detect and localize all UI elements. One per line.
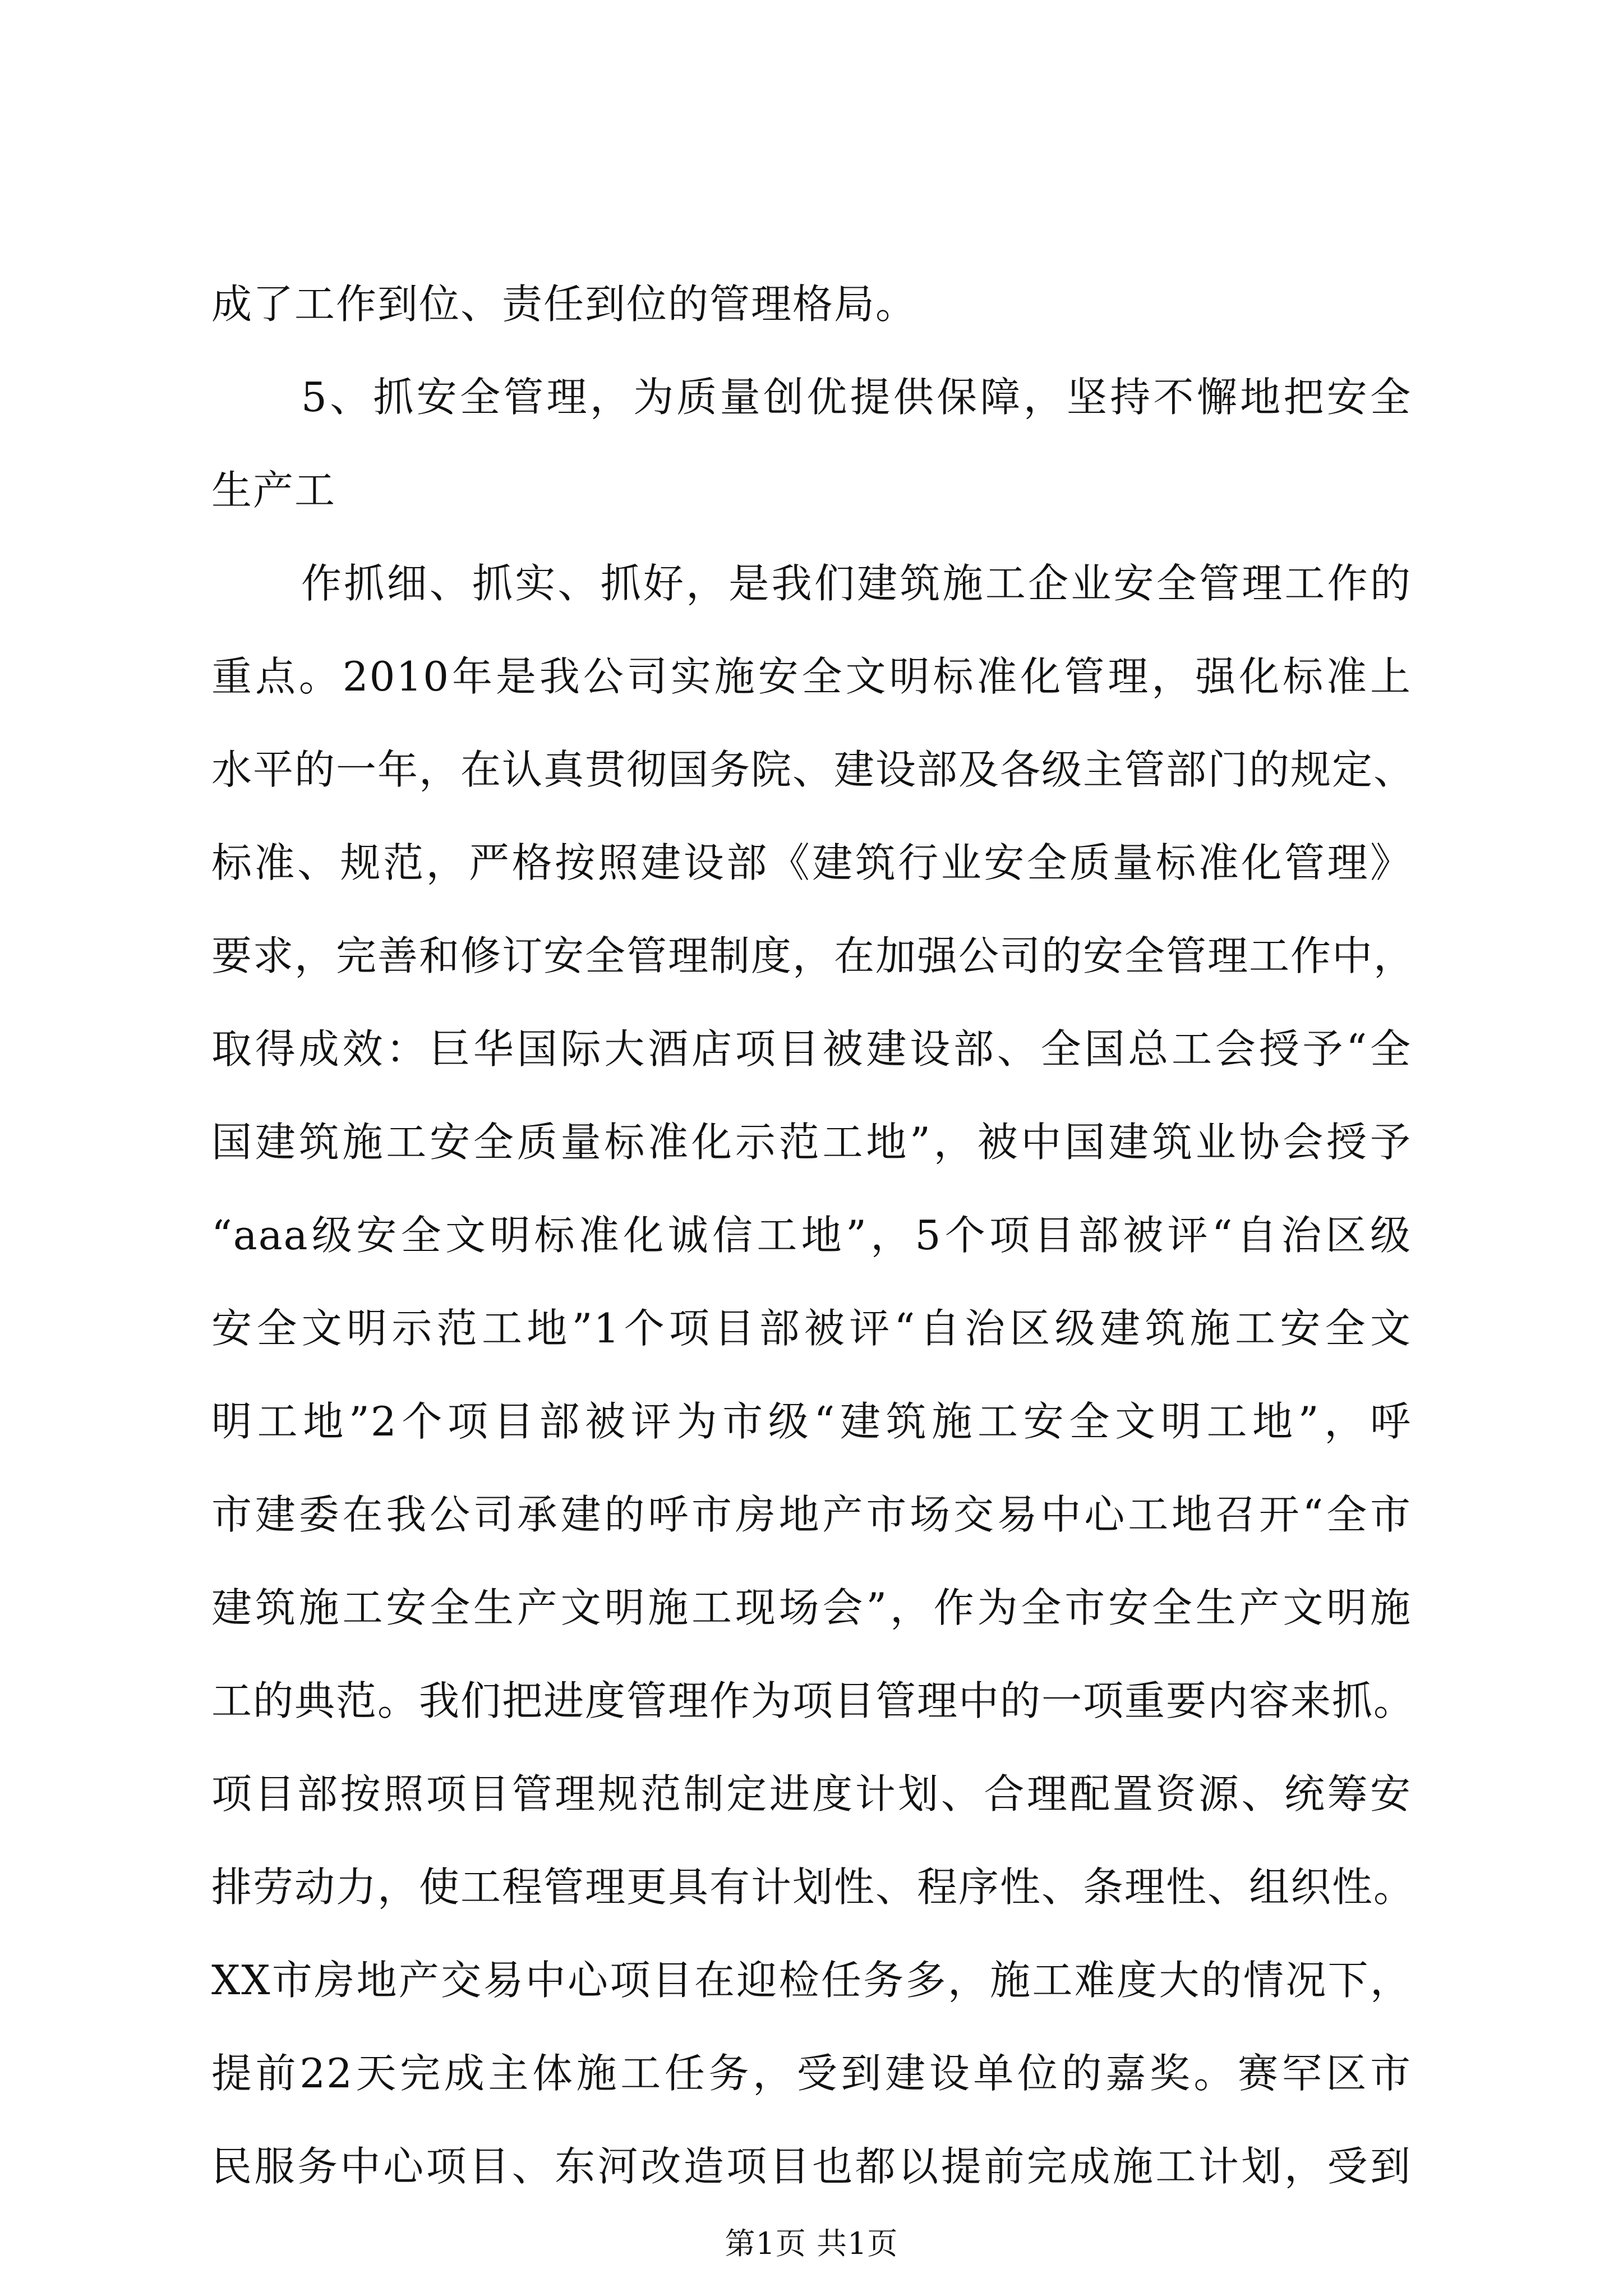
- paragraph-line: 安全文明示范工地”1个项目部被评“自治区级建筑施工安全文: [211, 1305, 1412, 1352]
- paragraph-line: 重点。2010年是我公司实施安全文明标准化管理，强化标准上: [211, 653, 1412, 700]
- paragraph-line: 5、抓安全管理，为质量创优提供保障，坚持不懈地把安全: [301, 374, 1412, 421]
- paragraph-line: 项目部按照项目管理规范制定进度计划、合理配置资源、统筹安: [211, 1770, 1412, 1818]
- paragraph-line: 民服务中心项目、东河改造项目也都以提前完成施工计划，受到: [211, 2143, 1412, 2190]
- paragraph-line: 生产工: [211, 467, 336, 514]
- paragraph-line: 水平的一年，在认真贯彻国务院、建设部及各级主管部门的规定、: [211, 746, 1415, 793]
- paragraph-line: 排劳动力，使工程管理更具有计划性、程序性、条理性、组织性。: [211, 1864, 1415, 1911]
- paragraph-line: 要求，完善和修订安全管理制度，在加强公司的安全管理工作中，: [211, 932, 1415, 979]
- paragraph-line: 标准、规范，严格按照建设部《建筑行业安全质量标准化管理》: [211, 839, 1412, 886]
- paragraph-line: 作抓细、抓实、抓好，是我们建筑施工企业安全管理工作的: [301, 560, 1412, 607]
- paragraph-line: 工的典范。我们把进度管理作为项目管理中的一项重要内容来抓。: [211, 1677, 1415, 1724]
- paragraph-line: “aaa级安全文明标准化诚信工地”，5个项目部被评“自治区级: [211, 1212, 1412, 1259]
- paragraph-line: 成了工作到位、责任到位的管理格局。: [211, 280, 917, 328]
- paragraph-line: 取得成效：巨华国际大酒店项目被建设部、全国总工会授予“全: [211, 1025, 1412, 1073]
- paragraph-line: XX市房地产交易中心项目在迎检任务多，施工难度大的情况下，: [211, 1957, 1412, 2004]
- paragraph-line: 明工地”2个项目部被评为市级“建筑施工安全文明工地”，呼: [211, 1398, 1412, 1445]
- paragraph-line: 建筑施工安全生产文明施工现场会”，作为全市安全生产文明施: [211, 1584, 1412, 1631]
- page-number-footer: 第1页 共1页: [725, 2226, 898, 2261]
- paragraph-line: 国建筑施工安全质量标准化示范工地”，被中国建筑业协会授予: [211, 1119, 1412, 1166]
- paragraph-line: 市建委在我公司承建的呼市房地产市场交易中心工地召开“全市: [211, 1491, 1412, 1538]
- paragraph-line: 提前22天完成主体施工任务，受到建设单位的嘉奖。赛罕区市: [211, 2050, 1412, 2097]
